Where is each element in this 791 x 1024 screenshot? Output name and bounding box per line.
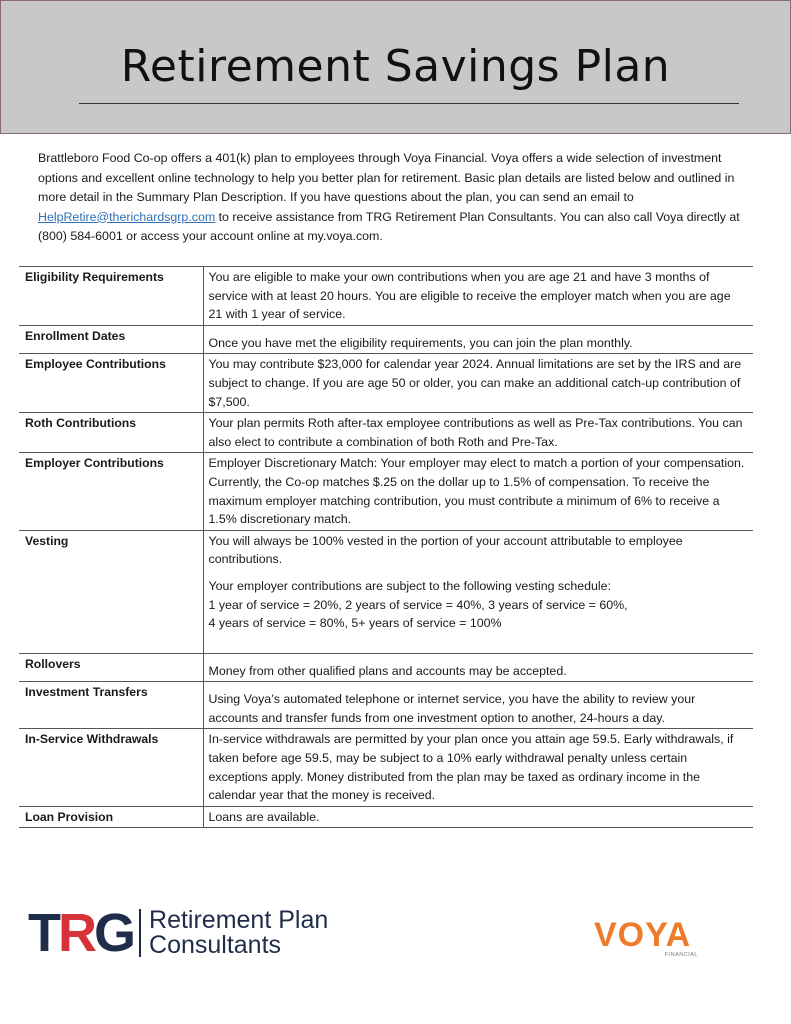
intro-paragraph	[38, 149, 758, 247]
voya-logo-word: VOYA	[594, 916, 692, 954]
vesting-schedule-heading: Your employer contributions are subject to the following vesting schedule:	[208, 578, 611, 593]
trg-logo-text	[149, 908, 328, 958]
table-row	[19, 806, 753, 828]
row-label: Roth Contributions	[19, 413, 203, 453]
vesting-schedule-line-1: 1 year of service = 20%, 2 years of service = 40%, 3 years of service = 60%,	[208, 597, 628, 612]
table-row	[19, 530, 753, 653]
row-label: In-Service Withdrawals	[19, 729, 203, 806]
vesting-employee-text: You will always be 100% vested in the portion of your account attributable to employee contributions.	[208, 533, 683, 567]
table-row	[19, 653, 753, 682]
intro-text-after: to receive assistance from TRG Retirement Plan Consultants. You can also call Voya directly at (800) 584-6001 or access your account online at my.voya.com.	[38, 209, 740, 243]
email-link[interactable]: HelpRetire@therichardsgrp.com	[38, 209, 216, 224]
table-row	[19, 453, 753, 530]
vesting-schedule-line-2: 4 years of service = 80%, 5+ years of service = 100%	[208, 616, 502, 631]
trg-logo-divider	[139, 909, 141, 957]
table-row	[19, 413, 753, 453]
table-row	[19, 729, 753, 806]
row-description: Money from other qualified plans and accounts may be accepted.	[203, 653, 753, 682]
table-row	[19, 682, 753, 729]
voya-logo-subtitle: FINANCIAL	[664, 952, 698, 958]
trg-logo-line-2: Consultants	[149, 931, 282, 959]
header-banner	[0, 0, 791, 134]
row-label: Employee Contributions	[19, 354, 203, 413]
trg-logo-mark: TRG	[28, 903, 134, 963]
row-description: Once you have met the eligibility requirements, you can join the plan monthly.	[203, 325, 753, 354]
trg-logo-line-1: Retirement Plan	[149, 906, 329, 934]
row-label: Employer Contributions	[19, 453, 203, 530]
title-underline	[79, 103, 739, 104]
row-label: Investment Transfers	[19, 682, 203, 729]
row-description	[203, 530, 753, 653]
table-row	[19, 267, 753, 326]
row-description: You may contribute $23,000 for calendar year 2024. Annual limitations are set by the IRS and are subject to change. If you are age 50 or older, you can make an additional catch-up contribution of $7,500.	[203, 354, 753, 413]
vesting-schedule-intro	[209, 577, 748, 633]
table-row	[19, 325, 753, 354]
row-label: Eligibility Requirements	[19, 267, 203, 326]
row-label: Enrollment Dates	[19, 325, 203, 354]
row-description: Using Voya’s automated telephone or internet service, you have the ability to review your accounts and transfer funds from one investment option to another, 24-hours a day.	[203, 682, 753, 729]
row-label: Vesting	[19, 530, 203, 653]
intro-text-before: Brattleboro Food Co-op offers a 401(k) plan to employees through Voya Financial. Voya offers a wide selection of investment options and excellent online technology to help you better plan for retirement. Basic plan details are listed below and outlined in more detail in the Summary Plan Description. If you have questions about the plan, you can send an email to	[38, 151, 735, 204]
row-description: Loans are available.	[203, 806, 753, 828]
row-description: In-service withdrawals are permitted by your plan once you attain age 59.5. Early withdrawals, if taken before age 59.5, may be subject to a 10% early withdrawal penalty unless certain exceptions apply. Money distributed from the plan may be taxed as ordinary income in the calendar year that the money is received.	[203, 729, 753, 806]
row-description: You are eligible to make your own contributions when you are age 21 and have 3 months of service with at least 20 hours. You are eligible to receive the employer match when you are age 21 with 1 year of service.	[203, 267, 753, 326]
trg-logo	[28, 903, 328, 963]
plan-details-table	[19, 266, 753, 828]
page-title: Retirement Savings Plan	[120, 41, 671, 92]
voya-logo	[594, 918, 704, 960]
row-description: Your plan permits Roth after-tax employee contributions as well as Pre-Tax contributions. You can also elect to contribute a combination of both Roth and Pre-Tax.	[203, 413, 753, 453]
row-label: Loan Provision	[19, 806, 203, 828]
table-row	[19, 354, 753, 413]
row-description: Employer Discretionary Match: Your employer may elect to match a portion of your compensation. Currently, the Co-op matches $.25 on the dollar up to 1.5% of compensation. To receive the maximum employer matching contribution, you must contribute a minimum of 6% to receive a 1.5% discretionary match.	[203, 453, 753, 530]
row-label: Rollovers	[19, 653, 203, 682]
